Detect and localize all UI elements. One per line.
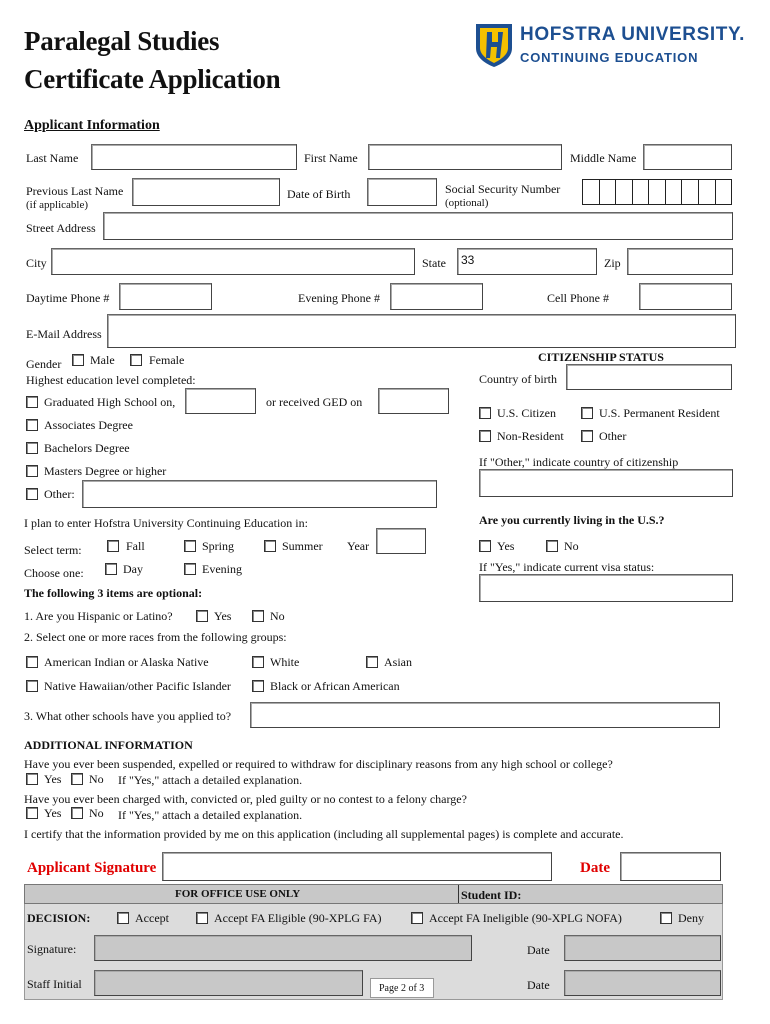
permanent-resident-label: U.S. Permanent Resident [599, 406, 720, 420]
cell-phone-field[interactable] [639, 283, 732, 310]
country-birth-label: Country of birth [479, 372, 557, 386]
optional-heading: The following 3 items are optional: [24, 586, 203, 600]
summer-label: Summer [282, 539, 323, 553]
citizenship-heading: CITIZENSHIP STATUS [538, 350, 664, 364]
male-checkbox[interactable] [72, 354, 84, 366]
cell-phone-label: Cell Phone # [547, 291, 609, 305]
ssn-label: Social Security Number [445, 182, 561, 196]
felony-explain: If "Yes," attach a detailed explanation. [118, 808, 303, 822]
first-name-field[interactable] [368, 144, 562, 170]
applicant-signature-field[interactable] [162, 852, 552, 881]
felony-yes-label: Yes [44, 806, 62, 820]
office-date-label-1: Date [527, 943, 550, 957]
plan-label: I plan to enter Hofstra University Continuing Education in: [24, 516, 308, 530]
previous-last-name-field[interactable] [132, 178, 280, 206]
schools-question: 3. What other schools have you applied to? [24, 709, 232, 723]
white-checkbox[interactable] [252, 656, 264, 668]
decision-label: DECISION: [27, 911, 91, 925]
native-hawaiian-label: Native Hawaiian/other Pacific Islander [44, 679, 231, 693]
signature-date-field[interactable] [620, 852, 721, 881]
asian-checkbox[interactable] [366, 656, 378, 668]
certify-statement: I certify that the information provided by me on this application (including all supplemental pages) is complete and accurate. [24, 827, 624, 841]
state-field[interactable]: 33 [457, 248, 597, 275]
suspended-yes-checkbox[interactable] [26, 773, 38, 785]
native-hawaiian-checkbox[interactable] [26, 680, 38, 692]
non-resident-checkbox[interactable] [479, 430, 491, 442]
logo-name: HOFSTRA UNIVERSITY. [520, 24, 745, 45]
state-label: State [422, 256, 446, 270]
if-other-label: If "Other," indicate country of citizenship [479, 455, 679, 469]
daytime-phone-field[interactable] [119, 283, 212, 310]
associates-label: Associates Degree [44, 418, 133, 432]
accept-fa-eligible-label: Accept FA Eligible (90-XPLG FA) [214, 911, 382, 925]
ssn-optional-note: (optional) [445, 197, 489, 209]
zip-field[interactable] [627, 248, 733, 275]
street-label: Street Address [26, 221, 96, 235]
living-no-checkbox[interactable] [546, 540, 558, 552]
evening-label: Evening [202, 562, 242, 576]
citizenship-country-field[interactable] [479, 469, 733, 497]
hispanic-question: 1. Are you Hispanic or Latino? [24, 609, 173, 623]
suspended-explain: If "Yes," attach a detailed explanation. [118, 773, 303, 787]
asian-label: Asian [384, 655, 412, 669]
city-field[interactable] [51, 248, 415, 275]
applicant-signature-label: Applicant Signature [27, 860, 157, 876]
ged-date-field[interactable] [378, 388, 449, 414]
american-indian-label: American Indian or Alaska Native [44, 655, 209, 669]
suspended-question: Have you ever been suspended, expelled or required to withdraw for disciplinary reasons from any high school or college? [24, 757, 613, 771]
last-name-label: Last Name [26, 151, 79, 165]
if-applicable-note: (if applicable) [26, 199, 88, 211]
other-citizenship-checkbox[interactable] [581, 430, 593, 442]
dob-label: Date of Birth [287, 187, 351, 201]
year-field[interactable] [376, 528, 426, 554]
fall-label: Fall [126, 539, 145, 553]
black-label: Black or African American [270, 679, 400, 693]
staff-initial-label: Staff Initial [27, 977, 82, 991]
male-label: Male [90, 353, 115, 367]
previous-last-name-label: Previous Last Name [26, 184, 124, 198]
summer-checkbox[interactable] [264, 540, 276, 552]
student-id-label: Student ID: [461, 888, 522, 902]
ssn-field[interactable] [582, 179, 732, 205]
felony-no-checkbox[interactable] [71, 807, 83, 819]
female-checkbox[interactable] [130, 354, 142, 366]
other-education-field[interactable] [82, 480, 437, 508]
graduated-hs-label: Graduated High School on, [44, 395, 176, 409]
choose-one-label: Choose one: [24, 566, 84, 580]
graduated-hs-checkbox[interactable] [26, 396, 38, 408]
other-education-checkbox[interactable] [26, 488, 38, 500]
middle-name-field[interactable] [643, 144, 732, 170]
day-checkbox[interactable] [105, 563, 117, 575]
us-citizen-label: U.S. Citizen [497, 406, 556, 420]
email-label: E-Mail Address [26, 327, 102, 341]
hispanic-no-label: No [270, 609, 285, 623]
office-date-field-2[interactable] [564, 970, 721, 996]
page-number-box [370, 978, 434, 998]
permanent-resident-checkbox[interactable] [581, 407, 593, 419]
staff-initial-field[interactable] [94, 970, 363, 996]
office-use-heading: FOR OFFICE USE ONLY [175, 888, 301, 900]
female-label: Female [149, 353, 185, 367]
accept-fa-ineligible-checkbox[interactable] [411, 912, 423, 924]
accept-label: Accept [135, 911, 169, 925]
white-label: White [270, 655, 300, 669]
last-name-field[interactable] [91, 144, 297, 170]
hispanic-yes-label: Yes [214, 609, 232, 623]
page-title-line1: Paralegal Studies [24, 26, 220, 56]
country-birth-field[interactable] [566, 364, 732, 390]
other-schools-field[interactable] [250, 702, 720, 728]
suspended-no-checkbox[interactable] [71, 773, 83, 785]
hs-date-field[interactable] [185, 388, 256, 414]
bachelors-label: Bachelors Degree [44, 441, 130, 455]
masters-checkbox[interactable] [26, 465, 38, 477]
office-signature-label: Signature: [27, 942, 77, 956]
middle-name-label: Middle Name [570, 151, 637, 165]
visa-status-label: If "Yes," indicate current visa status: [479, 560, 655, 574]
us-citizen-checkbox[interactable] [479, 407, 491, 419]
hofstra-logo [474, 22, 754, 72]
evening-phone-label: Evening Phone # [298, 291, 380, 305]
fall-checkbox[interactable] [107, 540, 119, 552]
office-signature-field[interactable] [94, 935, 472, 961]
bachelors-checkbox[interactable] [26, 442, 38, 454]
signature-date-label: Date [580, 860, 610, 876]
office-header-bar [24, 884, 723, 904]
other-citizenship-label: Other [599, 429, 627, 443]
accept-checkbox[interactable] [117, 912, 129, 924]
ged-label: or received GED on [266, 395, 363, 409]
accept-fa-ineligible-label: Accept FA Ineligible (90-XPLG NOFA) [429, 911, 622, 925]
education-label: Highest education level completed: [26, 373, 196, 387]
other-education-label: Other: [44, 487, 75, 501]
hispanic-yes-checkbox[interactable] [196, 610, 208, 622]
living-yes-checkbox[interactable] [479, 540, 491, 552]
spring-checkbox[interactable] [184, 540, 196, 552]
deny-checkbox[interactable] [660, 912, 672, 924]
city-label: City [26, 256, 47, 270]
living-in-us-label: Are you currently living in the U.S.? [479, 513, 665, 527]
additional-heading: ADDITIONAL INFORMATION [24, 738, 193, 752]
associates-checkbox[interactable] [26, 419, 38, 431]
dob-field[interactable] [367, 178, 437, 206]
living-yes-label: Yes [497, 539, 515, 553]
felony-question: Have you ever been charged with, convicted or, pled guilty or no contest to a felony charge? [24, 792, 467, 806]
year-label: Year [347, 539, 370, 553]
first-name-label: First Name [304, 151, 358, 165]
email-field[interactable] [107, 314, 736, 348]
day-label: Day [123, 562, 143, 576]
felony-yes-checkbox[interactable] [26, 807, 38, 819]
hispanic-no-checkbox[interactable] [252, 610, 264, 622]
zip-label: Zip [604, 256, 621, 270]
daytime-phone-label: Daytime Phone # [26, 291, 110, 305]
hofstra-shield-icon [474, 22, 514, 68]
logo-subtitle: CONTINUING EDUCATION [520, 50, 699, 65]
select-term-label: Select term: [24, 543, 82, 557]
page-title-line2: Certificate Application [24, 64, 281, 94]
evening-checkbox[interactable] [184, 563, 196, 575]
gender-label: Gender [26, 357, 62, 371]
office-date-label-2: Date [527, 978, 550, 992]
page-number: Page 2 of 3 [379, 983, 425, 994]
black-checkbox[interactable] [252, 680, 264, 692]
office-date-field-1[interactable] [564, 935, 721, 961]
race-question: 2. Select one or more races from the following groups: [24, 630, 287, 644]
accept-fa-eligible-checkbox[interactable] [196, 912, 208, 924]
masters-label: Masters Degree or higher [44, 464, 167, 478]
evening-phone-field[interactable] [390, 283, 483, 310]
street-address-field[interactable] [103, 212, 733, 240]
felony-no-label: No [89, 806, 104, 820]
suspended-yes-label: Yes [44, 772, 62, 786]
deny-label: Deny [678, 911, 704, 925]
living-no-label: No [564, 539, 579, 553]
visa-status-field[interactable] [479, 574, 733, 602]
spring-label: Spring [202, 539, 235, 553]
applicant-info-heading: Applicant Information [24, 118, 160, 133]
suspended-no-label: No [89, 772, 104, 786]
non-resident-label: Non-Resident [497, 429, 564, 443]
american-indian-checkbox[interactable] [26, 656, 38, 668]
